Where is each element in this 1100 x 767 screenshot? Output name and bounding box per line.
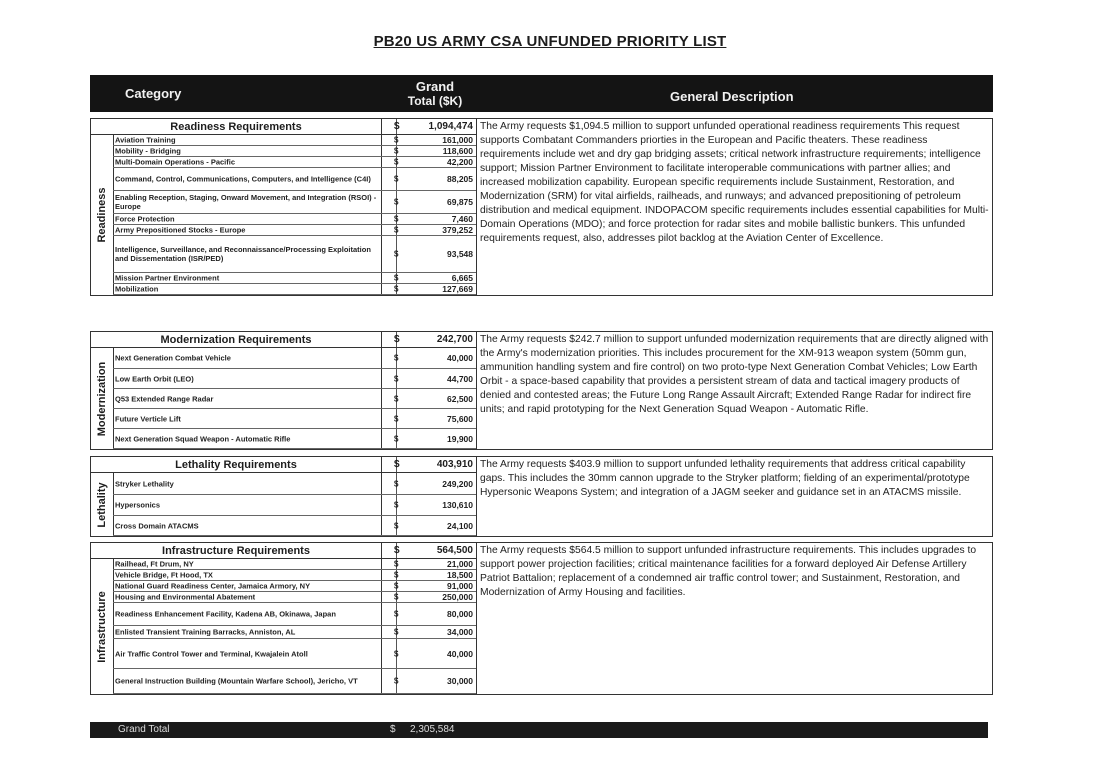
row-name: Command, Control, Communications, Computers, and Intelligence (C4I) [115,174,371,184]
grand-total-label: Grand Total [118,724,170,735]
row-value: 88,205 [447,174,473,184]
section-infrastructure [90,542,993,695]
table-row [113,592,476,603]
table-row [113,157,476,168]
grand-total-row [90,722,988,738]
table-header [90,75,993,112]
table-row [113,639,476,669]
section-description: The Army requests $564.5 million to support unfunded infrastructure requirements. This includes upgrades to support power projection facilities; critical maintenance facilities for a forward deployed Air Defense Artillery Patriot Battalion; replacement of a condemned air traffic control tower; and Sustainment, Restoration, and Modernization of Army Housing and facilities. [480,545,977,598]
section-side-label: Lethality [96,481,108,528]
table-row [113,429,476,449]
row-value: 6,665 [451,273,473,283]
grand-total-value: 2,305,584 [410,724,455,735]
row-value: 80,000 [447,609,473,619]
line-items [113,348,476,449]
table-row [113,570,476,581]
row-dollar: $ [394,649,399,658]
column-divider [476,119,477,295]
row-dollar: $ [394,284,399,294]
section-modernization [90,331,993,450]
header-grand-total [390,79,480,109]
table-row [113,389,476,409]
row-dollar: $ [394,479,399,488]
row-value: 19,900 [447,433,473,444]
table-row [113,168,476,191]
table-row [113,225,476,236]
section-heading-row [91,457,476,473]
table-row [113,409,476,429]
section-side-label: Modernization [96,361,108,436]
row-dollar: $ [394,273,399,283]
row-dollar: $ [394,676,399,686]
row-value: 30,000 [447,676,473,686]
section-side-label-cell [91,348,114,449]
table-row [113,284,476,295]
section-side-label-cell [91,473,114,536]
row-dollar: $ [394,374,399,383]
row-dollar: $ [394,581,399,591]
table-row [113,473,476,495]
row-name: Next Generation Squad Weapon - Automatic Rifle [115,434,291,443]
section-readiness [90,118,993,296]
section-heading-row [91,119,476,135]
line-items [113,473,476,536]
section-heading-row [91,332,476,348]
row-dollar: $ [394,609,399,619]
row-value: 127,669 [442,284,473,294]
table-row [113,669,476,694]
table-row [113,369,476,389]
row-dollar: $ [394,249,399,259]
row-name: Next Generation Combat Vehicle [115,353,231,363]
grand-total-dollar: $ [390,724,396,735]
row-dollar: $ [394,146,399,156]
header-category: Category [125,86,182,101]
row-dollar: $ [394,627,399,637]
section-total-dollar: $ [394,334,400,345]
row-name: Multi-Domain Operations - Pacific [115,157,236,167]
row-dollar: $ [394,500,399,510]
table-row [113,236,476,273]
row-value: 40,000 [447,353,473,363]
row-name: National Guard Readiness Center, Jamaica Armory, NY [115,581,311,591]
row-value: 34,000 [447,627,473,637]
row-dollar: $ [394,135,399,145]
column-divider [476,543,477,694]
row-name: Mission Partner Environment [115,273,220,283]
row-value: 42,200 [447,157,473,167]
table-row [113,559,476,570]
row-value: 40,000 [447,648,473,659]
row-name: Cross Domain ATACMS [115,521,199,530]
row-value: 379,252 [442,225,473,235]
row-dollar: $ [394,434,399,443]
section-heading: Readiness Requirements [170,121,302,133]
section-description: The Army requests $403.9 million to support unfunded lethality requirements that address critical capability gaps. This includes the 30mm cannon upgrade to the Stryker platform; fielding of an experimental/prototype Hypersonic Weapons System; and integration of a JAGM seeker and guidance set in an ATACMS missile. [480,459,970,498]
section-side-label: Readiness [96,187,108,243]
row-name: Aviation Training [115,135,176,145]
table-row [113,273,476,284]
table-row [113,495,476,516]
table-row [113,626,476,639]
row-name: Readiness Enhancement Facility, Kadena AB, Okinawa, Japan [115,609,336,619]
row-dollar: $ [394,570,399,580]
row-name: Army Prepositioned Stocks - Europe [115,225,246,235]
table-row [113,214,476,225]
row-name: Low Earth Orbit (LEO) [115,374,194,383]
section-total-dollar: $ [394,121,400,132]
section-total-value: 242,700 [436,334,473,345]
row-value: 118,600 [442,146,473,156]
section-side-label-cell [91,135,114,295]
row-value: 91,000 [447,581,473,591]
line-items [113,559,476,694]
row-name: Hypersonics [115,500,161,510]
row-name: Air Traffic Control Tower and Terminal, Kwajalein Atoll [115,649,308,658]
section-heading: Infrastructure Requirements [162,545,310,557]
row-value: 249,200 [442,478,473,489]
section-total-dollar: $ [394,545,400,556]
section-heading: Modernization Requirements [160,334,312,346]
table-row [113,146,476,157]
row-dollar: $ [394,559,399,569]
section-description: The Army requests $242.7 million to support unfunded modernization requirements that are directly aligned with the Army's modernization priorities. This includes procurement for the XM-913 weapon system (50mm gun, ammunition handling system and fire control) on two proto-type Next Generation Combat Vehicles; Low Earth Orbit - a space-based capability that provides a persistent stream of data and tactical imagery products of denied and contested areas; the Future Long Range Assault Aircraft; Extended Range Radar for indirect fire units; and rapid prototyping for the Next Generation Squad Weapon - Automatic Rifle. [480,334,989,415]
row-value: 130,610 [442,500,473,510]
column-divider [476,457,477,536]
section-side-label-cell [91,559,114,694]
row-dollar: $ [394,353,399,363]
row-dollar: $ [394,592,399,602]
header-description: General Description [670,89,794,104]
row-name: Railhead, Ft Drum, NY [115,559,194,569]
row-value: 75,600 [447,413,473,424]
row-dollar: $ [394,414,399,423]
table-row [113,348,476,369]
line-items [113,135,476,295]
row-name: Intelligence, Surveillance, and Reconnaissance/Processing Exploitation and Dissementation (ISR/PED) [115,245,371,263]
row-dollar: $ [394,157,399,167]
page-title: PB20 US ARMY CSA UNFUNDED PRIORITY LIST [373,33,727,50]
row-value: 21,000 [447,559,473,569]
row-value: 69,875 [447,197,473,207]
row-name: Future Verticle Lift [115,414,181,423]
row-name: Enlisted Transient Training Barracks, Anniston, AL [115,627,296,637]
row-dollar: $ [394,197,399,207]
row-value: 44,700 [447,373,473,384]
row-value: 24,100 [447,520,473,531]
row-dollar: $ [394,174,399,184]
section-heading: Lethality Requirements [175,459,297,471]
table-row [113,516,476,536]
row-name: Mobilization [115,284,159,294]
table-row [113,191,476,214]
row-name: Q53 Extended Range Radar [115,394,214,403]
column-divider [476,332,477,449]
section-heading-row [91,543,476,559]
section-total-dollar: $ [394,459,400,470]
row-value: 161,000 [442,135,473,145]
row-value: 93,548 [447,249,473,259]
row-value: 18,500 [447,570,473,580]
row-value: 62,500 [447,393,473,404]
table-row [113,135,476,146]
section-total-value: 564,500 [436,545,473,556]
row-dollar: $ [394,225,399,235]
row-name: Enabling Reception, Staging, Onward Movement, and Integration (RSOI) - Europe [115,193,377,211]
row-name: Stryker Lethality [115,479,174,488]
section-side-label: Infrastructure [96,590,108,663]
table-row [113,581,476,592]
row-name: Force Protection [115,214,175,224]
row-value: 250,000 [442,592,473,602]
row-value: 7,460 [451,214,473,224]
section-total-value: 403,910 [436,459,473,470]
table-row [113,603,476,626]
section-lethality [90,456,993,537]
row-name: Mobility - Bridging [115,146,181,156]
section-description: The Army requests $1,094.5 million to support unfunded operational readiness requirements This request supports Combatant Commanders priorties in the European and Pacific theaters. These readiness requirements include wet and dry gap bridging assets; critical network infrastructure requirements; intelligence support; Mission Partner Environment to facilitate interoperable communications with partner allies; and increased mobilization capability. European specific requirements include Sustainment, Restoration, and Modernization (SRM) for vital airfields, railheads, and runways; and advanced prepositioning of petroleum distribution and medical equipment. INDOPACOM specific requirements includes essential capabilities for Multi-Domain Operations (MDO); and force protection for radar sites and mobile ballistic bunkers. This unfunded requirements request, also, addresses pilot backlog at the Aviation Center of Excellence. [480,121,989,244]
header-grand-line2: Total ($K) [407,94,463,108]
row-dollar: $ [394,394,399,403]
row-dollar: $ [394,214,399,224]
section-total-value: 1,094,474 [428,121,473,132]
row-name: General Instruction Building (Mountain Warfare School), Jericho, VT [115,676,358,686]
row-dollar: $ [394,521,399,530]
row-name: Vehicle Bridge, Ft Hood, TX [115,570,213,580]
header-grand-line1: Grand [415,79,455,94]
row-name: Housing and Environmental Abatement [115,592,256,602]
